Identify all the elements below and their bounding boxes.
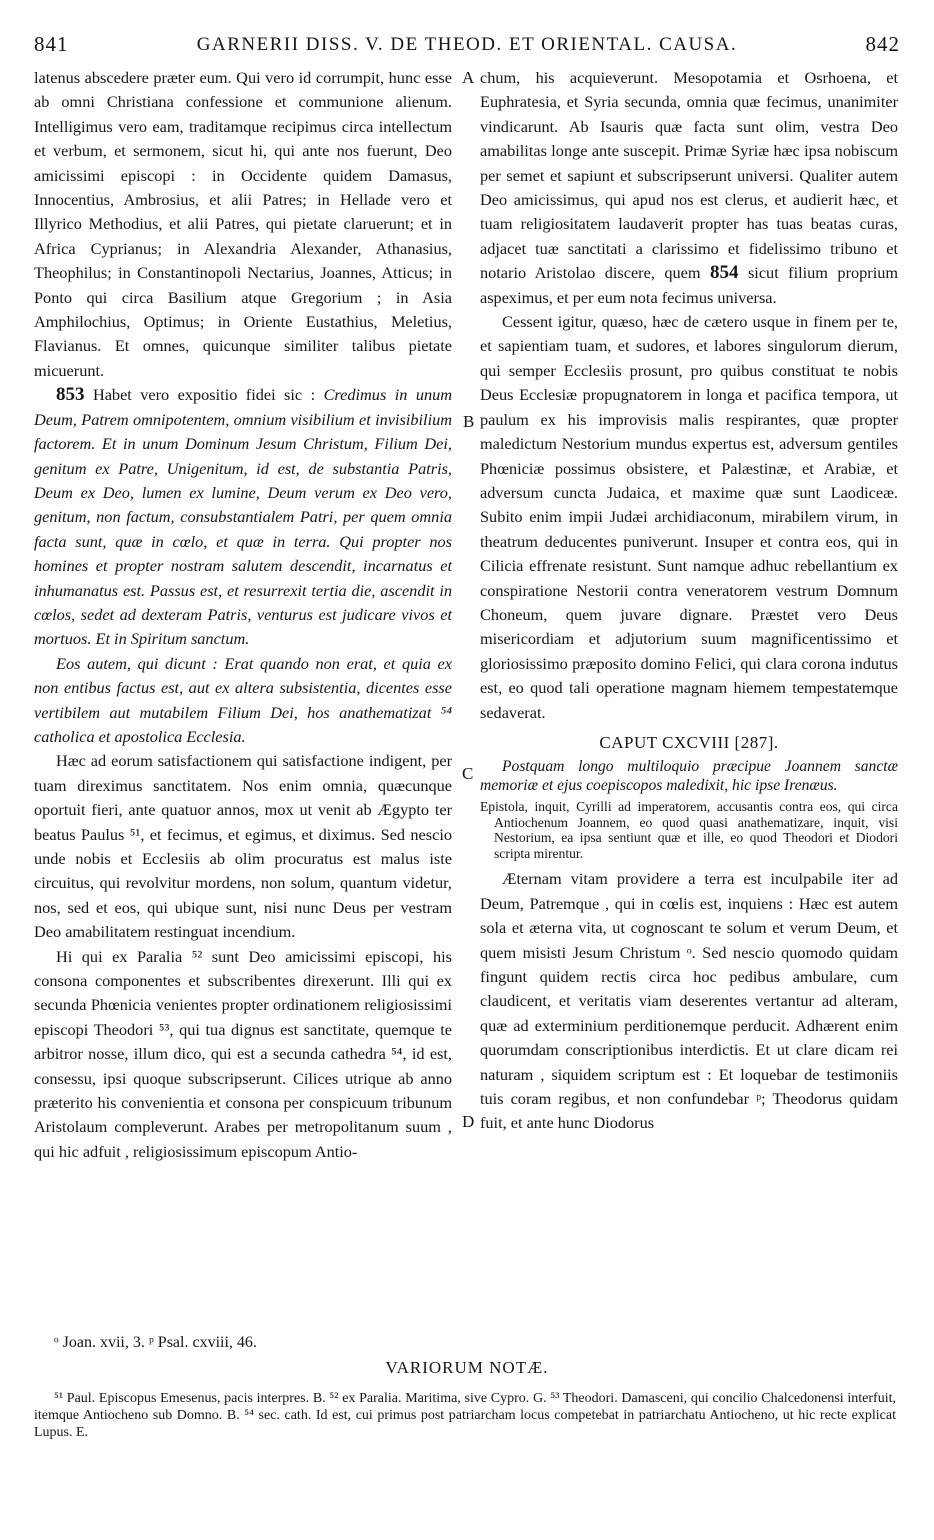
page-number-left: 841 [34,32,69,56]
creed-text: Credimus in unum Deum, Patrem omnipotentem, omnium visibilium et invisibilium factorem. Et in unum Dominum Jesum Christum, Filium Dei, genitum ex Patre, Unigenitum, id est, de substantia Patris, Deum ex Deo, lumen ex lumine, Deum verum ex Deo vero, genitum, non factum, consubstantialem Patri, per quem omnia facta sunt, quæ in cœlo, et quæ in terra. Qui propter nos homines et propter nostram salutem descendit, incarnatus et inhumanatus est. Passus est, et resurrexit tertia die, ascendit in cœlos, sedet ad dexteram Patris, venturus est judicare vivos et mortuos. Et in Spiritum sanctum. [34,385,453,649]
left-paragraph-1: latenus abscedere præter eum. Qui vero id corrumpit, hunc esse ab omni Christiana confessione et communione alienum. Intelligimus vero eam, traditamque recipimus circa intellectum et verbum, et sermonem, sicut hi, qui ante nos fuerunt, Deo amicissimi episcopi : in Occidente quidem Damasus, Innocentius, Ambrosius, et alii Patres; in Hellade vero et Illyrico Methodius, et alii Patres, qui pietate claruerunt; et in Africa Cyprianus; in Alexandria Alexander, Athanasius, Theophilus; in Constantinopoli Nectarius, Joannes, Atticus; in Ponto qui circa Basilium atque Gregorium ; in Asia Amphilochius, Optimus; in Oriente Eustathius, Meletius, Flavianus. Et omnes, quicunque similiter talibus pietate micuerunt. [34,68,452,380]
right-paragraph-1 [480,66,898,310]
left-paragraph-4: Hæc ad eorum satisfactionem qui satisfactione indigent, per tuam direximus sanctitatem. Nos enim omnia, quæcunque oportuit fieri, ante quatuor annos, mox ut venit ab Ægypto ter beatus Paulus ⁵¹, et fecimus, et egimus, et diximus. Sed nescio unde nobis et Ecclesiis ab olim procuratus est malus iste circuitus, qui revolvitur mordens, non solum, quantum videtur, nos, sed et eos, qui ubique sunt, nisi nunc Deus per vestram Deo amabilitatem restinguat incendium. [34,751,452,942]
right-paragraph-2: Cessent igitur, quæso, hæc de cætero usque in finem per te, et sapientiam tuam, et sudores, et labores singulorum dierum, qui semper Ecclesiis prosunt, pro quibus constituat te nobis Deus Ecclesiæ propugnatorem in longa et pacifica tempora, ut paulum ex his improvisis malis respirantes, quæ propter maledictum Nestorium mundus expertus est, adversum gentiles Phœniciæ possimus obsistere, et Palæstinæ, et Arabiæ, et adversum cuncta Judaica, et maxime quæ sunt Laodiceæ. Subito enim impii Judæi archidiaconum, mirabilem virum, in theatrum deducentes puniverunt. Insuper et contra eos, qui in Cilicia effrenate resistunt. Sunt namque adhuc rebellantium ex conspiratione Nestorii contra veneratorem vestrum Domnum Choneum, quem juvare dignare. Præstet vero Deus misericordiam et adjutorium suum magnificentissimo et gloriosissimo præposito domino Felici, qui clara corona indutus est, eo quod tali operatione magnam hiemem tempestatemque sedaverat. [480,312,898,722]
variorum-notes [34,1390,896,1441]
footnote-references: ᵒ Joan. xvii, 3. ᵖ Psal. cxviii, 46. [54,1334,257,1351]
left-paragraph-2 [34,383,452,651]
chapter-title: Postquam longo multiloquio præcipue Joannem sanctæ memoriæ et ejus coepiscopos maledixit, hic ipse Irenæus. [480,758,898,795]
margin-mark-a: A [462,68,475,87]
page-number-right: 842 [865,32,900,56]
left-paragraph-3: Eos autem, qui dicunt : Erat quando non erat, et quia ex non entibus factus est, aut ex altera subsistentia, dicentes esse vertibilem aut mutabilem Filium Dei, hos anathematizat ⁵⁴ catholica et apostolica Ecclesia. [34,653,452,746]
left-paragraph-5: Hi qui ex Paralia ⁵² sunt Deo amicissimi episcopi, his consona componentes et subscribentes direxerunt. Illi qui ex secunda Phœnicia venientes propter ordinationem religiosissimi episcopi Theodori ⁵³, qui tua dignus est sanctitate, quemque te arbitror nosse, illum dico, qui est a secunda cathedra ⁵⁴, id est, consessu, ipsi quoque subscripserunt. Cilices utrique ab anno præterito his convenientia et consona per conspicuum tribunum Aristolaum compleverunt. Arabes per metropolitanum suum , qui hic adfuit , religiosissimum episcopum Antio- [34,946,452,1161]
left-column [34,66,452,1164]
right-column [480,66,898,1136]
column-number-854: 854 [710,262,739,284]
running-title: GARNERII DISS. V. DE THEOD. ET ORIENTAL. CAUSA. [196,34,738,55]
right-paragraph-1-end: sicut filium proprium aspeximus, et per eum nota fecimus universa. [480,263,899,307]
creed-lead: Habet vero expositio fidei sic : [92,385,316,405]
margin-mark-d: D [462,1112,475,1131]
variorum-notes-text: ⁵¹ Paul. Episcopus Emesenus, pacis interpres. B. ⁵² ex Paralia. Maritima, sive Cypro. G. ⁵³ Theodori. Damasceni, qui concilio Chalcedonensi interfuit, itemque Antiocheno sub Domno. B. ⁵⁴ sec. cath. Id est, cui primus post patriarcham locus competebat in patriarchatu Antiocheno, ut hic recte explicat Lupus. E. [34,1391,896,1440]
column-number-853: 853 [56,384,85,406]
variorum-heading: VARIORUM NOTÆ. [385,1358,549,1377]
right-paragraph-1-text: chum, his acquieverunt. Mesopotamia et Osrhoena, et Euphratesia, et Syria secunda, omnia quæ fecimus, unanimiter vindicarunt. Ab Isauris quæ facta sunt olim, vestra Deo amabilitas longe ante suscepit. Primæ Syriæ hæc ipsa nobiscum per semet et sapiunt et subscripserunt universi. Qualiter autem Deo amicissimus, qui apud nos est clerus, et audierit hæc, et tuam religiositatem laudaverit propter has tuas beatas curas, adjacet tuæ sanctitati a clarissimo et fidelissimo tribuno et notario Aristolao discere, quem [480,68,898,283]
right-paragraph-3: Æternam vitam providere a terra est inculpabile iter ad Deum, Patremque , qui in cœlis est, inquiens : Hæc est autem sola et æterna vita, ut cognoscant te solum et verum Deum, et quem misisti Jesum Christum ᵒ. Sed nescio quomodo quidam fingunt quidem rectis circa hoc pedibus ambulare, cum claudicent, et veritatis viam deserentes vertantur ad alteram, quæ ad exterminium perditionemque perducit. Adhærent enim quorumdam conscriptionibus interdictis. Et ut clare dicam rei naturam , siquidem scriptum est : Et loquebar de testimoniis tuis coram regibus, et non confundebar ᵖ; Theodorus quidam fuit, et ante hunc Diodorus [480,869,898,1133]
running-header [0,32,934,62]
margin-mark-c: C [462,764,474,783]
margin-mark-b: B [463,412,475,431]
chapter-heading: CAPUT CXCVIII [287]. [599,732,779,752]
chapter-argument: Epistola, inquit, Cyrilli ad imperatorem, accusantis contra eos, qui circa Antiochenum Joannem, eo quod quasi anathematizare, inquit, visi Nestorium, ea ipsa sentiunt quæ et ille, eo quod Theodori et Diodori scripta mirentur. [480,799,898,861]
